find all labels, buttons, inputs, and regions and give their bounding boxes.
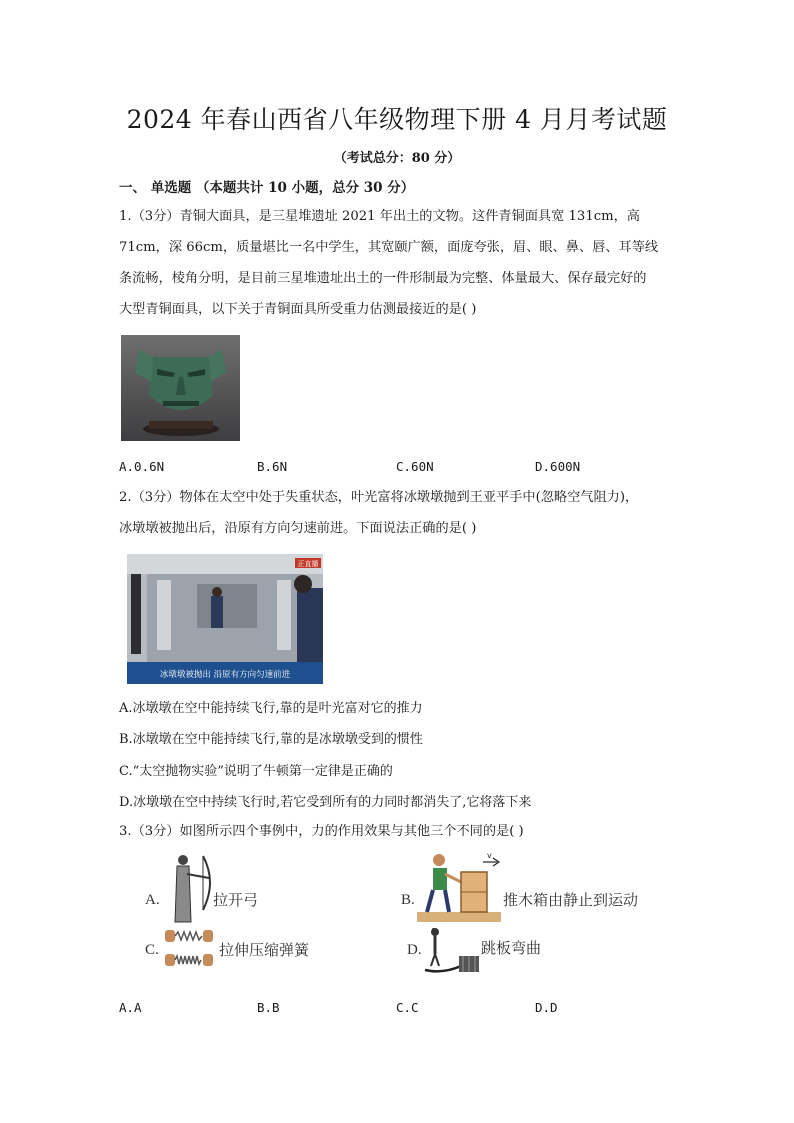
option-d[interactable]: D.D bbox=[535, 1000, 558, 1015]
option-a[interactable]: A.A bbox=[119, 1000, 142, 1015]
live-tag: 正直播 bbox=[297, 560, 319, 568]
question-3-text bbox=[119, 816, 524, 847]
question-2-text bbox=[119, 482, 638, 544]
option-b[interactable]: B.B bbox=[257, 1000, 280, 1015]
news-banner: 冰墩墩被抛出 沿原有方向匀速前进 bbox=[159, 670, 291, 680]
option-c[interactable]: C.60N bbox=[396, 459, 434, 474]
option-b[interactable]: B.6N bbox=[257, 459, 288, 474]
option-c[interactable]: C.C bbox=[396, 1000, 419, 1015]
velocity-marker: v bbox=[487, 851, 492, 860]
question-line: 2.（3分）物体在太空中处于失重状态，叶光富将冰墩墩抛到王亚平手中(忽略空气阻力)， bbox=[119, 490, 639, 505]
figure-a-caption: 拉开弓 bbox=[213, 893, 259, 909]
page-title: 2024 年春山西省八年级物理下册 4 月月考试题 bbox=[126, 105, 668, 134]
option-a[interactable]: A.0.6N bbox=[119, 459, 165, 474]
option-d[interactable]: D.冰墩墩在空中持续飞行时,若它受到所有的力同时都消失了,它将落下来 bbox=[119, 795, 532, 810]
figure-b-caption: 推木箱由静止到运动 bbox=[503, 893, 639, 909]
diving-board-icon bbox=[423, 926, 481, 976]
question-line: 大型青铜面具，以下关于青铜面具所受重力估测最接近的是( ) bbox=[119, 302, 477, 317]
question-line: 71cm，深 66cm，质量堪比一名中学生，其宽颐广额，面庞夸张，眉、眼、鼻、唇、耳等线 bbox=[119, 240, 659, 255]
space-station-photo bbox=[127, 554, 323, 684]
option-d[interactable]: D.600N bbox=[535, 459, 581, 474]
section-heading: 一、 单选题 （本题共计 10 小题，总分 30 分） bbox=[119, 180, 415, 196]
figure-a-letter: A. bbox=[145, 892, 160, 908]
question-line: 冰墩墩被抛出后，沿原有方向匀速前进。下面说法正确的是( ) bbox=[119, 521, 477, 536]
exam-total-score: （考试总分：80 分） bbox=[333, 151, 461, 166]
question-1-text bbox=[119, 201, 658, 325]
question-line: 条流畅，棱角分明，是目前三星堆遗址出土的一件形制最为完整、体量最大、保存最完好的 bbox=[119, 271, 647, 286]
figure-c-caption: 拉伸压缩弹簧 bbox=[219, 943, 310, 959]
bronze-mask-photo bbox=[121, 335, 240, 441]
figure-b-letter: B. bbox=[401, 892, 415, 908]
force-examples-figure bbox=[119, 848, 679, 978]
figure-d-caption: 跳板弯曲 bbox=[481, 941, 542, 957]
option-b[interactable]: B.冰墩墩在空中能持续飞行,靠的是冰墩墩受到的惯性 bbox=[119, 732, 423, 747]
option-a[interactable]: A.冰墩墩在空中能持续飞行,靠的是叶光富对它的推力 bbox=[119, 701, 423, 716]
figure-c-letter: C. bbox=[145, 942, 159, 958]
archer-icon bbox=[163, 852, 213, 928]
question-line: 1.（3分）青铜大面具，是三星堆遗址 2021 年出土的文物。这件青铜面具宽 131cm，高 bbox=[119, 209, 640, 224]
spring-icon bbox=[163, 926, 215, 972]
figure-d-letter: D. bbox=[407, 942, 422, 958]
push-box-icon bbox=[417, 848, 501, 922]
question-line: 3.（3分）如图所示四个事例中，力的作用效果与其他三个不同的是( ) bbox=[119, 824, 524, 839]
option-c[interactable]: C.“太空抛物实验”说明了牛顿第一定律是正确的 bbox=[119, 764, 393, 779]
